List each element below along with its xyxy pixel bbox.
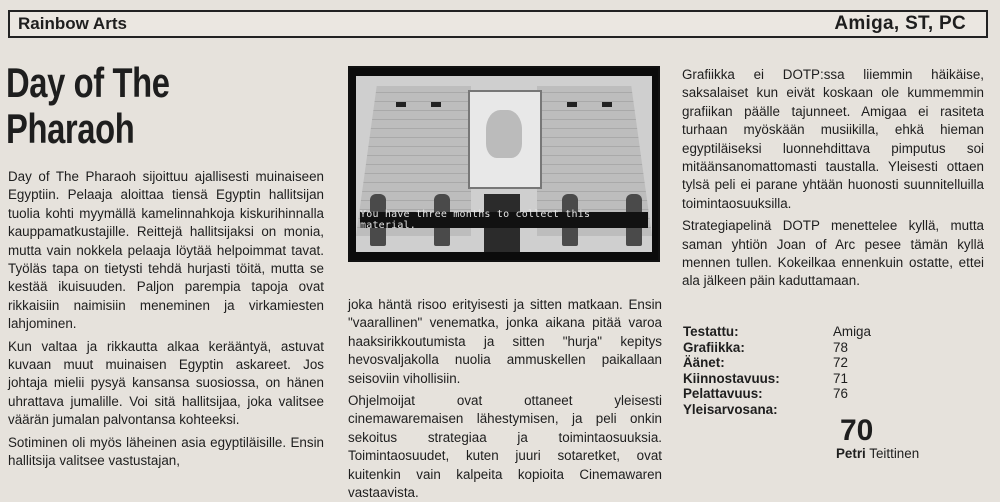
score-row: Testattu: Amiga bbox=[683, 324, 871, 339]
score-row: Äänet: 72 bbox=[683, 355, 848, 371]
article-column-1 bbox=[8, 168, 324, 471]
author-last-name: Teittinen bbox=[869, 446, 920, 461]
review-author bbox=[836, 446, 919, 461]
paragraph: joka häntä risoo erityisesti ja sitten matkaan. Ensin "vaarallinen" venematka, jonka aikana pitää varoa haaksirikkoutumista ja sitten "hurja" kepitys hevosvaljakolla nuolia ammuskellen paikallaan seisoviin vihollisiin. bbox=[348, 297, 662, 386]
screenshot-caption: You have three months to collect this material. bbox=[360, 212, 648, 228]
paragraph: Sotiminen oli myös läheinen asia egyptiläisille. Ensin hallitsija valitsee vastustajan, bbox=[8, 434, 324, 469]
pharaoh-banner bbox=[468, 90, 542, 189]
review-scores bbox=[683, 324, 983, 418]
paragraph: Kun valtaa ja rikkautta alkaa kerääntyä, astuvat kuvaan muut muinaisen Egyptin askareet. Jos johtaja mielii pysyä kansansa suosiossa, on hänen uhrattava jumalille. Voi sitä hallitsijaa, joka valitsee väärän jumalan palvontansa kohteeksi. bbox=[8, 338, 324, 428]
score-row: Pelattavuus: 76 bbox=[683, 386, 848, 402]
score-row: Kiinnostavuus: 71 bbox=[683, 370, 848, 386]
article-title: Day of The Pharaoh bbox=[6, 59, 170, 152]
paragraph: Grafiikka ei DOTP:ssa liiemmin häikäise, saksalaiset kun eivät koskaan ole kummemmin grafiikan päälle tajunneet. Amigaa ei rasiteta turhaan myöskään musiikilla, ehkä hieman egyptiläiseksi luonnehdittava pimputus soi mitäänsanomattomasti taustalla. Yleisesti ottaen tylsä peli ei parane yhtään huonosti suunnitelluilla toimintaosuuksilla. bbox=[682, 67, 984, 211]
paragraph: Day of The Pharaoh sijoittuu ajallisesti muinaiseen Egyptiin. Pelaaja aloittaa tiensä Egyptin hallitsijan tuolia kohti myymällä kamelinnahkoja kiskurihinnalla kauppamatkustajille. Reittejä hallitsijaksi on monia, mutta vain nokkela pelaaja löytää helpoimmat tavat. Työläs tapa on tietysti tehdä hurjasti töitä, mutta se kestää ikuisuuden. Paljon parempia tapoja ovat rikkaisiin naimisiin meneminen ja virkamiesten lahjominen. bbox=[8, 169, 324, 332]
game-screenshot bbox=[348, 66, 660, 262]
pharaoh-temple-scene bbox=[356, 76, 652, 252]
author-first-name: Petri bbox=[836, 446, 866, 461]
article-column-2 bbox=[348, 296, 662, 502]
magazine-header-bar bbox=[8, 10, 988, 38]
paragraph: Strategiapelinä DOTP menettelee kyllä, mutta saman yhtiön Joan of Arc pesee tämän kyllä mennen tullen. Kokeilkaa ennenkuin ostatte, ettei ala jälkeen päin kaduttamaan. bbox=[682, 218, 984, 289]
overall-score: 70 bbox=[840, 414, 874, 447]
score-row: Grafiikka: 78 bbox=[683, 339, 848, 355]
publisher-name: Rainbow Arts bbox=[18, 14, 127, 33]
paragraph: Ohjelmoijat ovat ottaneet yleisesti cinemawaremaisen lähestymisen, ja peli onkin sekoitus strategiaa ja toimintaosuuksia. Toimintaosuudet, kuten juuri sotaretket, ovat kuitenkin vain kalpeita kopioita Cinemawaren vastaavista. bbox=[348, 393, 662, 501]
platforms-label: Amiga, ST, PC bbox=[834, 13, 966, 34]
score-row: Yleisarvosana: bbox=[683, 401, 778, 417]
article-column-3 bbox=[682, 66, 984, 291]
